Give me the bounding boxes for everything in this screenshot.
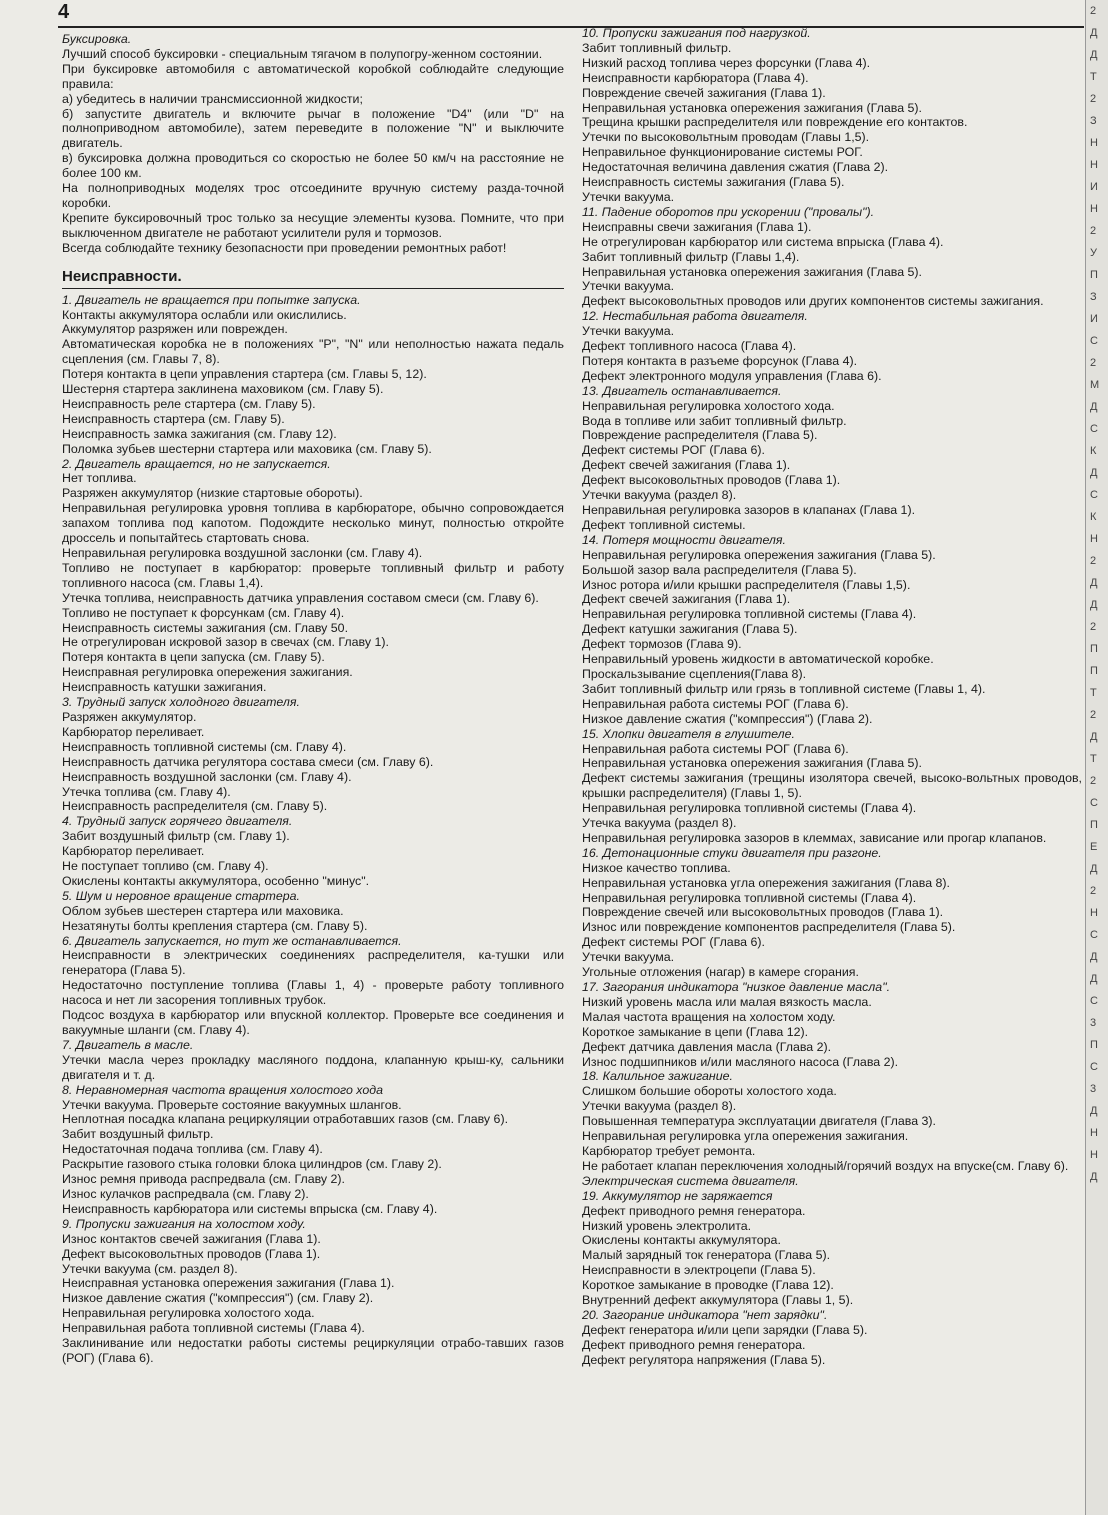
fault-item: Автоматическая коробка не в положениях "P", "N" или неполностью нажата педаль сцепления (см. Главы 7, 8). [62,337,564,367]
fault-section [62,1083,564,1217]
fault-section-title: 13. Двигатель останавливается. [582,383,782,398]
edge-letter: П [1090,269,1098,281]
fault-section [62,814,564,889]
fault-item: Поломка зубьев шестерни стартера или маховика (см. Главу 5). [62,441,432,456]
fault-item: Утечка топлива, неисправность датчика управления составом смеси (см. Главу 6). [62,590,539,605]
edge-letter: У [1090,247,1097,259]
fault-item: Облом зубьев шестерен стартера или маховика. [62,903,344,918]
fault-section-title: 9. Пропуски зажигания на холостом ходу. [62,1216,306,1231]
fault-item: Контакты аккумулятора ослабли или окислились. [62,307,347,322]
fault-section [582,1189,1082,1308]
towing-line: На полноприводных моделях трос отсоедините вручную систему разда-точной коробки. [62,181,564,210]
fault-item: Забит топливный фильтр (Главы 1,4). [582,249,800,264]
fault-item: Низкий уровень электролита. [582,1218,752,1233]
fault-section [582,309,1082,384]
fault-item: Износ ротора и/или крышки распределителя (Главы 1,5). [582,577,911,592]
fault-item: Повреждение свечей или высоковольтных проводов (Глава 1). [582,905,944,920]
fault-section [582,533,1082,727]
fault-section [582,1069,1082,1173]
fault-section [582,1174,1082,1189]
fault-item: Неисправность стартера (см. Главу 5). [62,411,285,426]
edge-letter: Т [1090,71,1097,83]
fault-item: Неплотная посадка клапана рециркуляции отработавших газов (см. Главу 6). [62,1112,509,1127]
edge-letter: З [1090,291,1097,303]
fault-item: Забит воздушный фильтр (см. Главу 1). [62,829,290,844]
fault-item: Неисправная регулировка опережения зажигания. [62,665,353,680]
fault-item: Неисправны свечи зажигания (Глава 1). [582,219,812,234]
fault-section [62,934,564,1038]
fault-item: Дефект высоковольтных проводов (Глава 1). [582,473,841,488]
fault-item: Неисправность системы зажигания (см. Главу 50. [62,620,349,635]
fault-item: Малая частота вращения на холостом ходу. [582,1009,836,1024]
edge-letter: Н [1090,203,1098,215]
edge-letter: С [1090,929,1098,941]
fault-item: Утечка топлива (см. Главу 4). [62,784,231,799]
fault-item: Шестерня стартера заклинена маховиком (см. Главу 5). [62,382,384,397]
fault-item: Недостаточно поступление топлива (Главы 1, 4) - проверьте работу топливного насоса и нет ли засорения топливных трубок. [62,978,564,1008]
fault-item: Неправильная регулировка холостого хода. [62,1306,315,1321]
fault-item: Дефект топливной системы. [582,517,746,532]
fault-item: Износ контактов свечей зажигания (Глава 1). [62,1231,321,1246]
fault-item: Дефект катушки зажигания (Глава 5). [582,622,798,637]
fault-section [582,846,1082,980]
edge-letter: З [1090,115,1097,127]
fault-item: Карбюратор переливает. [62,844,205,859]
fault-item: Дефект датчика давления масла (Глава 2). [582,1039,832,1054]
fault-item: Дефект генератора и/или цепи зарядки (Глава 5). [582,1322,868,1337]
fault-item: Износ ремня привода распредвала (см. Главу 2). [62,1172,345,1187]
fault-item: Не работает клапан переключения холодный/горячий воздух на впуске(см. Главу 6). [582,1158,1069,1173]
fault-item: Дефект системы РОГ (Глава 6). [582,443,765,458]
fault-item: Неисправность системы зажигания (Глава 5). [582,175,845,190]
fault-item: Заклинивание или недостатки работы системы рециркуляции отрабо-тавших газов (РОГ) (Глава 6). [62,1336,564,1365]
edge-letter: С [1090,423,1098,435]
fault-item: Забит топливный фильтр или грязь в топливной системе (Главы 1, 4). [582,681,986,696]
edge-letter: Н [1090,137,1098,149]
fault-item: Потеря контакта в цепи запуска (см. Главу 5). [62,650,325,665]
fault-item: Карбюратор требует ремонта. [582,1143,756,1158]
fault-section-title: 20. Загорание индикатора "нет зарядки". [582,1307,828,1322]
fault-section [62,695,564,814]
fault-section-title: 2. Двигатель вращается, но не запускается. [62,456,331,471]
fault-item: Нет топлива. [62,471,137,486]
fault-item: Дефект тормозов (Глава 9). [582,637,742,652]
fault-item: Окислены контакты аккумулятора. [582,1233,781,1248]
edge-letter: К [1090,511,1097,523]
edge-letter: Т [1090,753,1097,765]
edge-letter: 2 [1090,885,1097,897]
fault-item: Износ подшипников и/или масляного насоса (Глава 2). [582,1054,899,1069]
fault-item: Короткое замыкание в проводке (Глава 12). [582,1278,834,1293]
fault-item: Низкое давление сжатия ("компрессия") (см. Главу 2). [62,1291,374,1306]
fault-item: Повреждение распределителя (Глава 5). [582,428,818,443]
fault-section [62,889,564,934]
right-fault-sections [582,26,1082,1368]
edge-letter: Д [1090,1171,1098,1183]
fault-item: Неправильная регулировка зазоров в клеммах, зависание или прогар клапанов. [582,830,1047,845]
fault-item: Слишком большие обороты холостого хода. [582,1084,837,1099]
fault-item: Подсос воздуха в карбюратор или впускной коллектор. Проверьте все соединения и вакуумные шланги (см. Главу 4). [62,1008,564,1037]
edge-letter: Д [1090,401,1098,413]
fault-item: Разряжен аккумулятор (низкие стартовые обороты). [62,486,363,501]
fault-item: Неправильная регулировка топливной системы (Глава 4). [582,801,917,816]
fault-item: Окислены контакты аккумулятора, особенно "минус". [62,873,370,888]
fault-item: Утечки масла через прокладку масляного поддона, клапанную крыш-ку, сальники двигателя и т. д. [62,1052,564,1082]
fault-section-title: 17. Загорания индикатора "низкое давление масла". [582,980,891,994]
fault-item: Утечки вакуума. [582,324,675,339]
fault-section-title: 3. Трудный запуск холодного двигателя. [62,695,300,710]
fault-section-title: 12. Нестабильная работа двигателя. [582,309,808,324]
fault-item: Дефект системы зажигания (трещины изолятора свечей, высоко-вольтных проводов, крышки распределителя) (Главы 1, 5). [582,771,1082,801]
left-column [62,32,564,1366]
edge-letter: П [1090,643,1098,655]
edge-letter: С [1090,1061,1098,1073]
left-fault-sections [62,293,564,1366]
fault-section-title: 14. Потеря мощности двигателя. [582,532,786,547]
fault-item: Проскальзывание сцепления(Глава 8). [582,666,807,681]
fault-item: Неисправная установка опережения зажигания (Глава 1). [62,1276,395,1291]
fault-item: Не поступает топливо (см. Главу 4). [62,859,269,874]
fault-item: Дефект приводного ремня генератора. [582,1337,806,1352]
fault-item: Неисправность датчика регулятора состава смеси (см. Главу 6). [62,754,434,769]
fault-section-title: 8. Неравномерная частота вращения холостого хода [62,1082,383,1097]
fault-item: Карбюратор переливает. [62,724,205,739]
towing-line: При буксировке автомобиля с автоматической коробкой соблюдайте следующие правила: [62,61,564,91]
towing-line: б) запустите двигатель и включите рычаг в положение "D4" (или "D" на полноприводном автомобиле), затем переведите в положение "N" и выключите двигатель. [62,106,564,151]
fault-item: Топливо не поступает в карбюратор: проверьте топливный фильтр и работу топливного насоса (см. Главы 1,4). [62,560,564,590]
fault-item: Разряжен аккумулятор. [62,709,197,724]
fault-item: Дефект топливного насоса (Глава 4). [582,339,797,354]
fault-item: Неправильная регулировка угла опережения зажигания. [582,1129,909,1144]
fault-item: Неисправности в электрических соединениях распределителя, ка-тушки или генератора (Глава 5). [62,948,564,978]
edge-letter: 2 [1090,357,1097,369]
fault-item: Неисправность карбюратора или системы впрыска (см. Главу 4). [62,1201,438,1216]
fault-section [62,1217,564,1366]
fault-item: Неправильная установка опережения зажигания (Глава 5). [582,756,922,771]
fault-section [62,293,564,457]
fault-item: Неисправность замка зажигания (см. Главу 12). [62,426,337,441]
edge-letter: И [1090,181,1098,193]
fault-item: Неправильная установка угла опережения зажигания (Глава 8). [582,875,950,890]
edge-letter: Н [1090,1127,1098,1139]
fault-item: Дефект свечей зажигания (Глава 1). [582,458,791,473]
fault-section-title: 19. Аккумулятор не заряжается [582,1188,773,1203]
edge-letter: Е [1090,841,1098,853]
fault-item: Дефект системы РОГ (Глава 6). [582,935,765,950]
fault-item: Неправильная работа топливной системы (Глава 4). [62,1321,365,1336]
fault-item: Неправильная регулировка уровня топлива в карбюраторе, обычно сопровождается запахом топлива под капотом. Подождите несколько минут, полностью откройте дроссель и попытайтесь стартовать снова. [62,501,564,546]
edge-letter: 3 [1090,1083,1097,1095]
fault-item: Утечки вакуума. Проверьте состояние вакуумных шлангов. [62,1097,402,1112]
edge-letter: 2 [1090,555,1097,567]
fault-section-title: 15. Хлопки двигателя в глушителе. [582,726,795,741]
fault-section-title: 7. Двигатель в масле. [62,1037,194,1052]
fault-item: Неисправности в электроцепи (Глава 5). [582,1263,816,1278]
fault-item: Неправильный уровень жидкости в автоматической коробке. [582,652,934,667]
towing-line: Лучший способ буксировки - специальным тягачом в полупогру-женном состоянии. [62,46,543,61]
towing-title: Буксировка. [62,32,132,46]
edge-letter: Т [1090,687,1097,699]
edge-letter: Д [1090,27,1098,39]
fault-item: Неправильная регулировка топливной системы (Глава 4). [582,890,917,905]
fault-item: Неправильная регулировка зазоров в клапанах (Глава 1). [582,503,916,517]
edge-letter: П [1090,1039,1098,1051]
fault-item: Утечки вакуума (см. раздел 8). [62,1261,238,1276]
fault-item: Утечки по высоковольтным проводам (Главы 1,5). [582,130,870,145]
fault-item: Короткое замыкание в цепи (Глава 12). [582,1024,809,1039]
fault-item: Утечки вакуума. [582,279,675,294]
fault-item: Недостаточная подача топлива (см. Главу 4). [62,1142,323,1157]
fault-item: Утечки вакуума. [582,189,675,204]
fault-item: Неправильная работа системы РОГ (Глава 6). [582,696,849,711]
edge-letter: 2 [1090,5,1097,17]
fault-section-title: 10. Пропуски зажигания под нагрузкой. [582,26,811,40]
fault-section [62,1038,564,1083]
edge-letter: Н [1090,533,1098,545]
edge-letter: 3 [1090,1017,1097,1029]
fault-item: Утечки вакуума. [582,950,675,965]
fault-item: Большой зазор вала распределителя (Глава 5). [582,562,857,577]
edge-letter: 2 [1090,621,1097,633]
edge-letter: С [1090,797,1098,809]
fault-item: Повреждение свечей зажигания (Глава 1). [582,85,826,100]
fault-item: Недостаточная величина давления сжатия (Глава 2). [582,160,889,175]
edge-letter: Д [1090,951,1098,963]
towing-line: в) буксировка должна проводиться со скоростью не более 50 км/ч на расстояние не более 100 км. [62,151,564,181]
fault-item: Неисправность топливной системы (см. Главу 4). [62,739,347,754]
faults-heading: Неисправности. [62,268,564,289]
edge-letter: 2 [1090,93,1097,105]
edge-letter: Д [1090,49,1098,61]
fault-item: Износ или повреждение компонентов распределителя (Глава 5). [582,920,956,935]
edge-letter: С [1090,335,1098,347]
fault-item: Утечка вакуума (раздел 8). [582,816,737,831]
fault-section-title: 4. Трудный запуск горячего двигателя. [62,814,293,829]
fault-item: Низкое давление сжатия ("компрессия") (Глава 2). [582,711,873,726]
fault-item: Низкий расход топлива через форсунки (Глава 4). [582,55,871,70]
fault-item: Забит топливный фильтр. [582,40,732,55]
fault-item: Неправильная регулировка холостого хода. [582,398,835,413]
fault-item: Дефект электронного модуля управления (Глава 6). [582,368,882,383]
fault-item: Неисправность воздушной заслонки (см. Главу 4). [62,769,352,784]
fault-item: Раскрытие газового стыка головки блока цилиндров (см. Главу 2). [62,1157,442,1172]
edge-letter: 2 [1090,225,1097,237]
fault-item: Утечки вакуума (раздел 8). [582,488,737,503]
fault-section [582,1308,1082,1368]
fault-item: Незатянуты болты крепления стартера (см. Главу 5). [62,918,368,933]
fault-item: Угольные отложения (нагар) в камере сгорания. [582,965,859,980]
edge-letter: Д [1090,731,1098,743]
fault-item: Неправильная регулировка топливной системы (Глава 4). [582,607,917,622]
fault-item: Неправильная регулировка воздушной заслонки (см. Главу 4). [62,546,423,560]
fault-item: Аккумулятор разряжен или поврежден. [62,322,288,337]
edge-letter: Д [1090,467,1098,479]
fault-item: Повышенная температура эксплуатации двигателя (Глава 3). [582,1114,936,1129]
fault-section-title: 1. Двигатель не вращается при попытке запуска. [62,292,361,307]
fault-item: Низкое качество топлива. [582,860,731,875]
fault-section-title: 16. Детонационные стуки двигателя при разгоне. [582,845,882,860]
fault-item: Трещина крышки распределителя или повреждение его контактов. [582,115,968,130]
edge-letter: И [1090,313,1098,325]
fault-item: Неправильная работа системы РОГ (Глава 6). [582,741,849,756]
edge-letter: С [1090,995,1098,1007]
edge-letter: Д [1090,863,1098,875]
fault-item: Низкий уровень масла или малая вязкость масла. [582,994,872,1009]
fault-item: Внутренний дефект аккумулятора (Главы 1, 5). [582,1293,854,1308]
edge-letter: С [1090,489,1098,501]
fault-item: Потеря контакта в разъеме форсунок (Глава 4). [582,353,858,368]
adjacent-page-edge [1085,0,1108,1515]
towing-line: Крепите буксировочный трос только за несущие элементы кузова. Помните, что при выключенном двигателе не работают усилители руля и тормозов. [62,210,564,240]
fault-item: Дефект высоковольтных проводов или других компонентов системы зажигания. [582,294,1044,309]
edge-letter: Н [1090,1149,1098,1161]
fault-item: Дефект регулятора напряжения (Глава 5). [582,1352,826,1367]
edge-letter: Н [1090,159,1098,171]
edge-letter: П [1090,819,1098,831]
towing-line: Всегда соблюдайте технику безопасности при проведении ремонтных работ! [62,240,507,255]
edge-letter: Д [1090,577,1098,589]
edge-letter: 2 [1090,709,1097,721]
fault-section-title: 5. Шум и неровное вращение стартера. [62,888,300,903]
fault-item: Дефект высоковольтных проводов (Глава 1). [62,1246,321,1261]
fault-item: Неправильная установка опережения зажигания (Глава 5). [582,100,922,115]
fault-item: Вода в топливе или забит топливный фильтр. [582,413,847,428]
fault-section [582,980,1082,1069]
edge-letter: Н [1090,907,1098,919]
edge-letter: К [1090,445,1097,457]
fault-item: Неправильное функционирование системы РОГ. [582,145,863,160]
fault-item: Неисправность реле стартера (см. Главу 5). [62,396,316,411]
fault-item: Неисправность катушки зажигания. [62,680,267,695]
fault-item: Неисправность распределителя (см. Главу 5). [62,799,328,814]
fault-section [582,205,1082,309]
fault-section [62,457,564,696]
fault-section-title: Электрическая система двигателя. [582,1173,799,1188]
fault-section [582,26,1082,205]
fault-item: Топливо не поступает к форсункам (см. Главу 4). [62,605,345,620]
fault-item: Потеря контакта в цепи управления стартера (см. Главы 5, 12). [62,367,427,382]
fault-item: Дефект приводного ремня генератора. [582,1203,806,1218]
fault-section-title: 6. Двигатель запускается, но тут же останавливается. [62,933,402,948]
fault-section-title: 11. Падение оборотов при ускорении ("провалы"). [582,204,875,219]
fault-item: Не отрегулирован искровой зазор в свечах (см. Главу 1). [62,635,389,650]
page-number: 4 [58,1,70,23]
edge-letter: Д [1090,973,1098,985]
fault-section [582,727,1082,846]
fault-item: Дефект свечей зажигания (Глава 1). [582,592,791,607]
fault-item: Малый зарядный ток генератора (Глава 5). [582,1248,831,1263]
edge-letter: 2 [1090,775,1097,787]
edge-letter: П [1090,665,1098,677]
edge-letter: Д [1090,1105,1098,1117]
right-column [582,26,1082,1368]
fault-item: Утечки вакуума (раздел 8). [582,1099,737,1114]
fault-item: Забит воздушный фильтр. [62,1127,214,1142]
fault-item: Износ кулачков распредвала (см. Главу 2). [62,1186,309,1201]
fault-item: Неправильная регулировка опережения зажигания (Глава 5). [582,547,936,562]
edge-letter: М [1090,379,1100,391]
towing-line: а) убедитесь в наличии трансмиссионной жидкости; [62,91,363,106]
fault-item: Не отрегулирован карбюратор или система впрыска (Глава 4). [582,234,944,249]
fault-section-title: 18. Калильное зажигание. [582,1069,733,1084]
edge-letter: Д [1090,599,1098,611]
fault-section [582,384,1082,533]
towing-section [62,32,564,256]
fault-item: Неисправности карбюратора (Глава 4). [582,70,809,85]
fault-item: Неправильная установка опережения зажигания (Глава 5). [582,264,922,279]
